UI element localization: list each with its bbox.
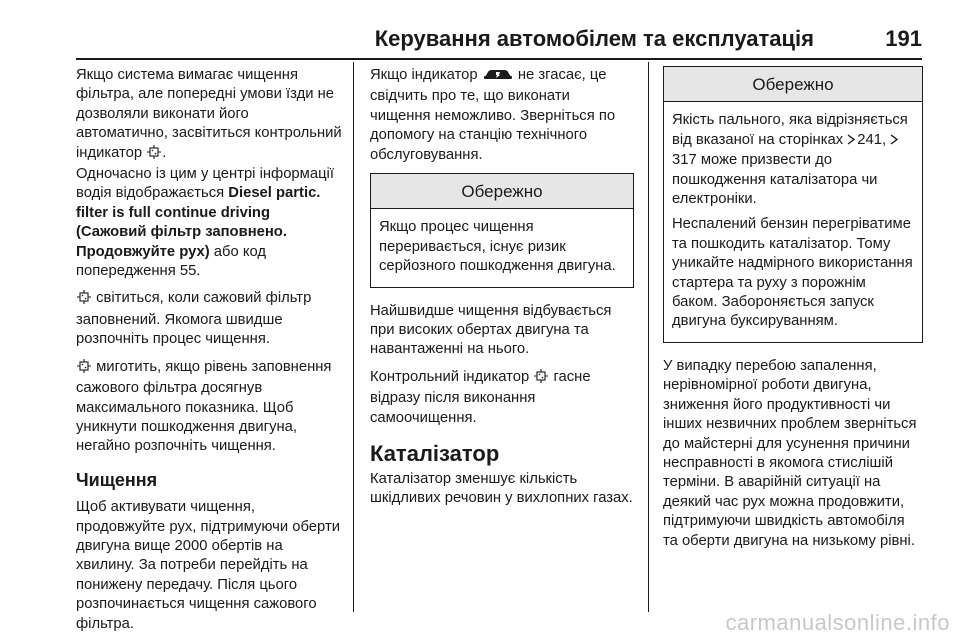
paragraph: миготить, якщо рівень заповнення сажового фільтра досягнув максимального показника. Щоб уникнути пошкодження двигуна, негайно розпочніть чищення. bbox=[76, 358, 332, 455]
paragraph: Щоб активувати чищення, продовжуйте рух, підтримуючи оберти двигуна вище 2000 обертів на хвилину. За потреби перейдіть на понижену передачу. Після цього розпочинається чищення сажового фільтра. bbox=[76, 499, 340, 632]
column-3 bbox=[663, 66, 923, 559]
notice-title: Обережно bbox=[664, 67, 922, 102]
page-reference[interactable]: 241, bbox=[857, 131, 887, 148]
paragraph: Контрольний індикатор гасне відразу після виконання самоочищення. bbox=[370, 368, 591, 426]
paragraph: Якщо індикатор не згасає, це свідчить про те, що виконати чищення неможливо. Зверніться по допомогу на станцію технічного обслуговування. bbox=[370, 67, 616, 163]
paragraph: світиться, коли сажовий фільтр заповнений. Якомога швидше розпочніть процес чищення. bbox=[76, 290, 312, 348]
paragraph: Найшвидше чищення відбувається при високих обертах двигуна та навантаженні на нього. bbox=[370, 302, 612, 358]
notice-body: Якість пального, яка відрізняється від вказаної на сторінках 241, 317 може призвести до пошкодження каталізатора чи електроніки. Неспалений бензин перегріватиме та пошкодить каталізатор. Тому уникайте надмірного використання стартера та руху з порожнім баком. Забороняється запуск двигуна буксируванням. bbox=[672, 112, 913, 330]
section-heading: Чищення bbox=[76, 469, 158, 490]
paragraph: Якщо система вимагає чищення фільтра, але попередні умови їзди не дозволяли виконати його автоматично, засвітиться контрольний індикатор . Одночасно із цим у центрі інформації водія відображається Diesel partic. filter is full continue driving (Сажовий фільтр заповнено. Продовжуйте рух) або код попередження 55. bbox=[76, 67, 342, 280]
dic-message: Diesel partic. filter is full continue driving (Сажовий фільтр заповнено. Продовжуйте рух) bbox=[76, 185, 321, 260]
particle-filter-icon bbox=[147, 145, 161, 165]
particle-filter-icon bbox=[77, 359, 91, 379]
column-divider-1 bbox=[353, 62, 354, 612]
paragraph: У випадку перебою запалення, нерівномірної роботи двигуна, зниження його продуктивності чи інших незвичних проблем зверніться до майстерні для усунення причини несправності в якомога стислішій терміни. В аварійній ситуації на деякий час рух можна продовжити, підтримуючи швидкість автомобіля та оберти двигуна на низькому рівні. bbox=[663, 357, 917, 549]
page-header bbox=[76, 22, 922, 58]
notice-body: Якщо процес чищення переривається, існує ризик серйозного пошкодження двигуна. bbox=[379, 219, 616, 275]
column-divider-2 bbox=[648, 62, 649, 612]
page-number: 191 bbox=[885, 26, 922, 51]
page-title: Керування автомобілем та експлуатація bbox=[374, 26, 814, 51]
car-service-icon bbox=[483, 67, 513, 87]
watermark: carmanualsonline.info bbox=[725, 610, 950, 635]
column-2 bbox=[370, 66, 634, 516]
paragraph: Каталізатор зменшує кількість шкідливих речовин у вихлопних газах. bbox=[370, 470, 633, 506]
column-1 bbox=[76, 66, 342, 642]
notice-title: Обережно bbox=[371, 174, 633, 209]
page-reference-arrow-icon bbox=[890, 132, 898, 151]
particle-filter-icon bbox=[77, 290, 91, 310]
page-reference[interactable]: 317 bbox=[672, 152, 697, 169]
section-heading: Каталізатор bbox=[370, 441, 500, 467]
page-reference-arrow-icon bbox=[847, 132, 855, 151]
particle-filter-icon bbox=[534, 369, 548, 389]
header-rule bbox=[76, 58, 922, 60]
warning-notice bbox=[663, 66, 923, 343]
warning-notice bbox=[370, 173, 634, 288]
